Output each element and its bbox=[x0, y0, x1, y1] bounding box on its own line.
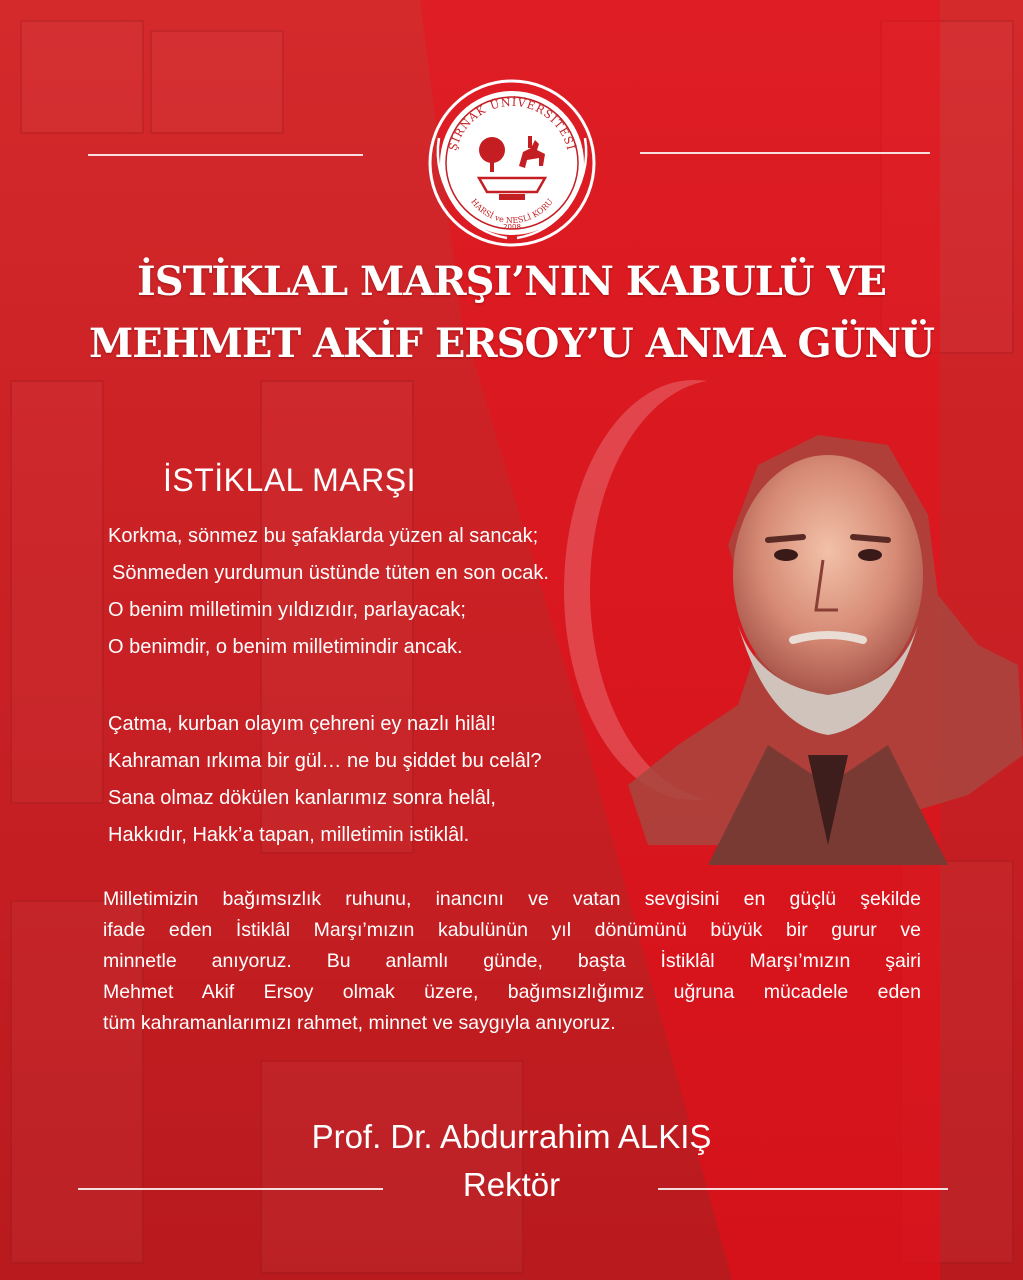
university-logo bbox=[427, 78, 597, 248]
logo-motto: HARSİ ve NESLİ KORU bbox=[469, 197, 555, 226]
anthem-line: Sönmeden yurdumun üstünde tüten en son ocak. bbox=[112, 562, 549, 584]
message-paragraph bbox=[103, 884, 921, 1039]
message-line: Mehmet Akif Ersoy olmak üzere, bağımsızlığımız uğruna mücadele eden bbox=[103, 981, 921, 1003]
logo-year: 2008 bbox=[503, 223, 521, 231]
signatory-name: Prof. Dr. Abdurrahim ALKIŞ bbox=[311, 1118, 712, 1155]
message-line: Milletimizin bağımsızlık ruhunu, inancını ve vatan sevgisini en güçlü şekilde bbox=[103, 888, 921, 910]
message-line: tüm kahramanlarımızı rahmet, minnet ve saygıyla anıyoruz. bbox=[103, 1012, 616, 1034]
bg-building-block bbox=[150, 30, 284, 134]
anthem-line: Sana olmaz dökülen kanlarımız sonra helâl, bbox=[108, 787, 496, 809]
logo-ring-text: ŞIRNAK ÜNİVERSİTESİ bbox=[446, 95, 578, 153]
anthem-line: O benim milletimin yıldızıdır, parlayacak; bbox=[108, 599, 466, 621]
message-line: minnetle anıyoruz. Bu anlamlı günde, başta İstiklâl Marşı’mızın şairi bbox=[103, 950, 921, 972]
signatory-role: Rektör bbox=[462, 1166, 561, 1203]
divider-line bbox=[640, 152, 930, 154]
bg-building-block bbox=[20, 20, 144, 134]
bg-building-block bbox=[10, 380, 104, 804]
divider-line bbox=[88, 154, 363, 156]
anthem-line: Kahraman ırkıma bir gül… ne bu şiddet bu celâl? bbox=[108, 750, 542, 772]
anthem-line: Hakkıdır, Hakk’a tapan, milletimin istiklâl. bbox=[108, 824, 470, 846]
anthem-stanza-1 bbox=[108, 518, 549, 666]
anthem-heading: İSTİKLAL MARŞI bbox=[163, 462, 416, 498]
anthem-line: O benimdir, o benim milletimindir ancak. bbox=[108, 636, 463, 658]
divider-line bbox=[78, 1188, 383, 1190]
title-line-2: MEHMET AKİF ERSOY’U ANMA GÜNÜ bbox=[89, 320, 934, 367]
message-line: ifade eden İstiklâl Marşı’mızın kabulünün yıl dönümünü büyük bir gurur ve bbox=[103, 919, 921, 941]
title-line-1: İSTİKLAL MARŞI’NIN KABULÜ VE bbox=[136, 258, 887, 305]
divider-line bbox=[658, 1188, 948, 1190]
anthem-stanza-2 bbox=[108, 706, 542, 854]
anthem-line: Çatma, kurban olayım çehreni ey nazlı hilâl! bbox=[108, 713, 496, 735]
portrait-image bbox=[618, 425, 1023, 865]
anthem-line: Korkma, sönmez bu şafaklarda yüzen al sancak; bbox=[108, 525, 539, 547]
